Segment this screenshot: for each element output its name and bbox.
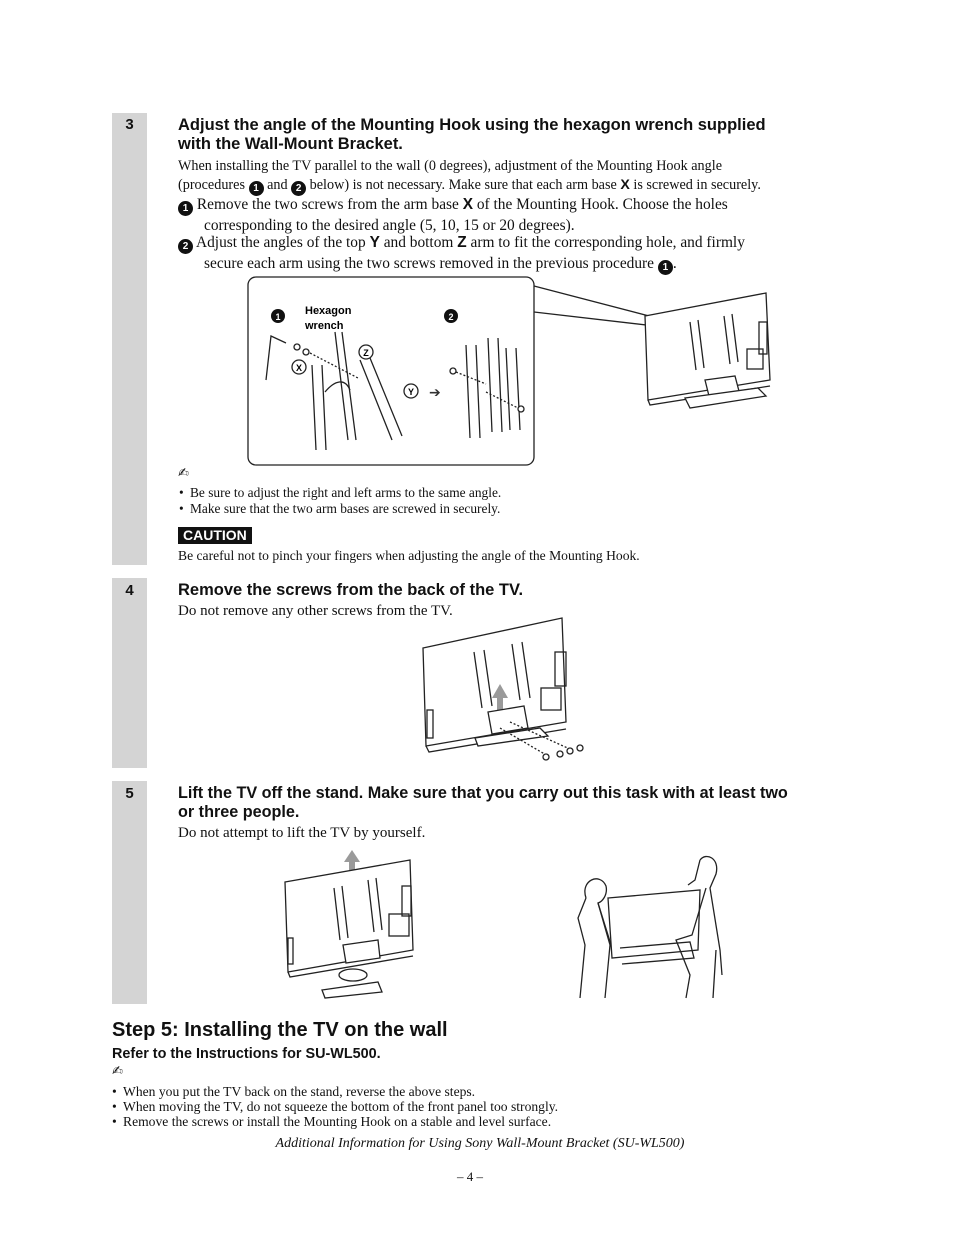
step-3-heading: Adjust the angle of the Mounting Hook using the hexagon wrench supplied with the Wall-Mount Bracket.: [178, 116, 766, 153]
procedure-1-icon: 1: [249, 181, 264, 196]
procedure-1-icon: 1: [658, 260, 673, 275]
svg-text:2: 2: [448, 312, 454, 322]
note-item: • When moving the TV, do not squeeze the bottom of the front panel too strongly.: [123, 1099, 558, 1115]
svg-text:➔: ➔: [429, 385, 441, 401]
label-hexagon: Hexagon: [305, 305, 352, 317]
step-4-number: 4: [125, 582, 134, 599]
procedure-2-icon: 2: [178, 239, 193, 254]
procedure-1: 1 Remove the two screws from the arm base X of the Mounting Hook. Choose the holes corresponding to the desired angle (5, 10, 15 or 20 degrees).: [178, 195, 728, 235]
note-item: • Remove the screws or install the Mounting Hook on a stable and level surface.: [123, 1114, 551, 1130]
note-item: • When you put the TV back on the stand, reverse the above steps.: [123, 1084, 475, 1100]
step-4-heading: Remove the screws from the back of the TV.: [178, 581, 524, 599]
step-3-number: 3: [125, 116, 134, 133]
section-title: Step 5: Installing the TV on the wall: [112, 1019, 448, 1041]
svg-text:Y: Y: [407, 387, 415, 397]
note-item: • Be sure to adjust the right and left arms to the same angle.: [190, 485, 501, 501]
caution-label: CAUTION: [178, 527, 252, 544]
label-wrench: wrench: [305, 320, 344, 332]
step-5-heading: Lift the TV off the stand. Make sure that you carry out this task with at least two or three people.: [178, 784, 788, 821]
procedure-2: 2 Adjust the angles of the top Y and bottom Z arm to fit the corresponding hole, and firmly secure each arm using the two screws removed in the previous procedure 1 .: [178, 233, 745, 275]
note-item: • Make sure that the two arm bases are screwed in securely.: [190, 501, 500, 517]
note-icon: ✍: [112, 1064, 123, 1079]
procedure-1-icon: 1: [178, 201, 193, 216]
step-5-body: Do not attempt to lift the TV by yourself.: [178, 825, 426, 841]
svg-text:Z: Z: [363, 348, 369, 358]
step-5-number: 5: [125, 785, 134, 802]
caution-text: Be careful not to pinch your fingers when adjusting the angle of the Mounting Hook.: [178, 548, 640, 563]
note-icon: ✍: [178, 466, 189, 481]
step-3-intro: When installing the TV parallel to the wall (0 degrees), adjustment of the Mounting Hook angle (procedures 1 and 2 below) is not necessary. Make sure that each arm base X is screwed in securely.: [178, 158, 761, 194]
page-number: – 4 –: [457, 1169, 483, 1184]
step-4-body: Do not remove any other screws from the TV.: [178, 603, 453, 619]
footer-caption: Additional Information for Using Sony Wall-Mount Bracket (SU-WL500): [275, 1136, 685, 1151]
procedure-2-icon: 2: [291, 181, 306, 196]
svg-text:1: 1: [275, 312, 281, 322]
svg-text:X: X: [295, 363, 303, 373]
section-subtitle: Refer to the Instructions for SU-WL500.: [112, 1046, 381, 1062]
